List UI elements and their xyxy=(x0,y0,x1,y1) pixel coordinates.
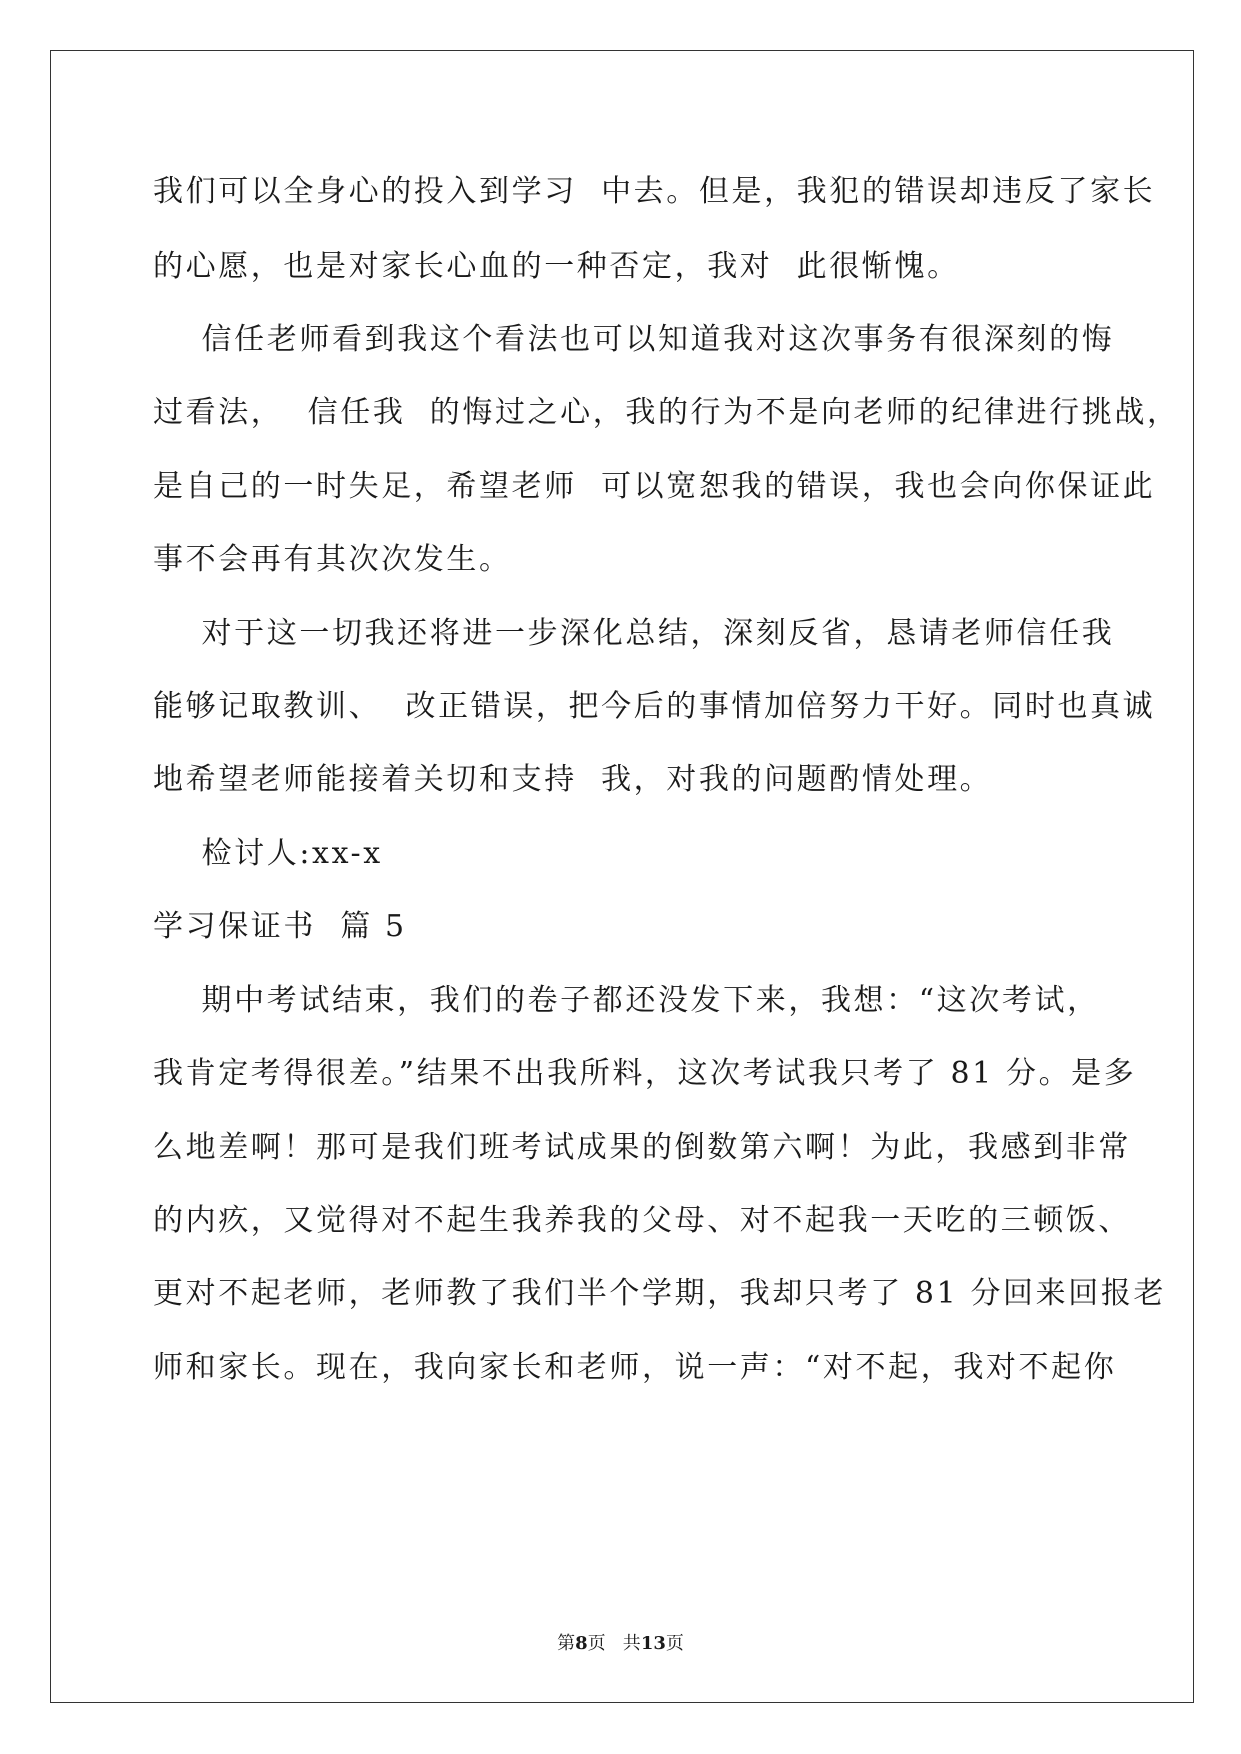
body-text-line: 对于这一切我还将进一步深化总结，深刻反省，恳请老师信任我 xyxy=(153,616,1115,651)
page-border xyxy=(50,50,1194,1703)
body-text-line: 的内疚，又觉得对不起生我养我的父母、对不起我一天吃的三顿饭、 xyxy=(153,1203,1131,1238)
body-text-line: 我们可以全身心的投入到学习 中去。但是，我犯的错误却违反了家长 xyxy=(153,174,1156,209)
body-text-line: 么地差啊！那可是我们班考试成果的倒数第六啊！为此，我感到非常 xyxy=(153,1130,1131,1165)
body-text-line: 更对不起老师，老师教了我们半个学期，我却只考了 81 分回来回报老 xyxy=(153,1276,1167,1311)
body-text-line: 过看法， 信任我 的悔过之心，我的行为不是向老师的纪律进行挑战， xyxy=(153,395,1180,430)
section-heading: 学习保证书 篇 5 xyxy=(153,909,407,944)
body-text-line: 我肯定考得很差。”结果不出我所料，这次考试我只考了 81 分。是多 xyxy=(153,1056,1137,1091)
body-text-line: 能够记取教训、 改正错误，把今后的事情加倍努力干好。同时也真诚 xyxy=(153,689,1156,724)
signature-line: 检讨人:xx-x xyxy=(153,836,383,871)
body-text-line: 是自己的一时失足，希望老师 可以宽恕我的错误，我也会向你保证此 xyxy=(153,469,1156,504)
footer-prefix: 第 xyxy=(557,1633,576,1654)
body-text-line: 期中考试结束，我们的卷子都还没发下来，我想：“这次考试， xyxy=(153,983,1100,1018)
current-page-number: 8 xyxy=(575,1633,588,1654)
body-text-line: 事不会再有其次次发生。 xyxy=(153,542,512,577)
body-text-line: 信任老师看到我这个看法也可以知道我对这次事务有很深刻的悔 xyxy=(153,322,1115,357)
body-text-line: 师和家长。现在，我向家长和老师，说一声：“对不起，我对不起你 xyxy=(153,1350,1117,1385)
total-page-count: 13 xyxy=(640,1633,666,1654)
body-text-line: 的心愿，也是对家长心血的一种否定，我对 此很惭愧。 xyxy=(153,249,960,284)
page-footer xyxy=(0,1632,1241,1656)
body-text-line: 地希望老师能接着关切和支持 我，对我的问题酌情处理。 xyxy=(153,762,993,797)
footer-mid: 页 共 xyxy=(587,1633,641,1654)
footer-suffix: 页 xyxy=(665,1633,684,1654)
